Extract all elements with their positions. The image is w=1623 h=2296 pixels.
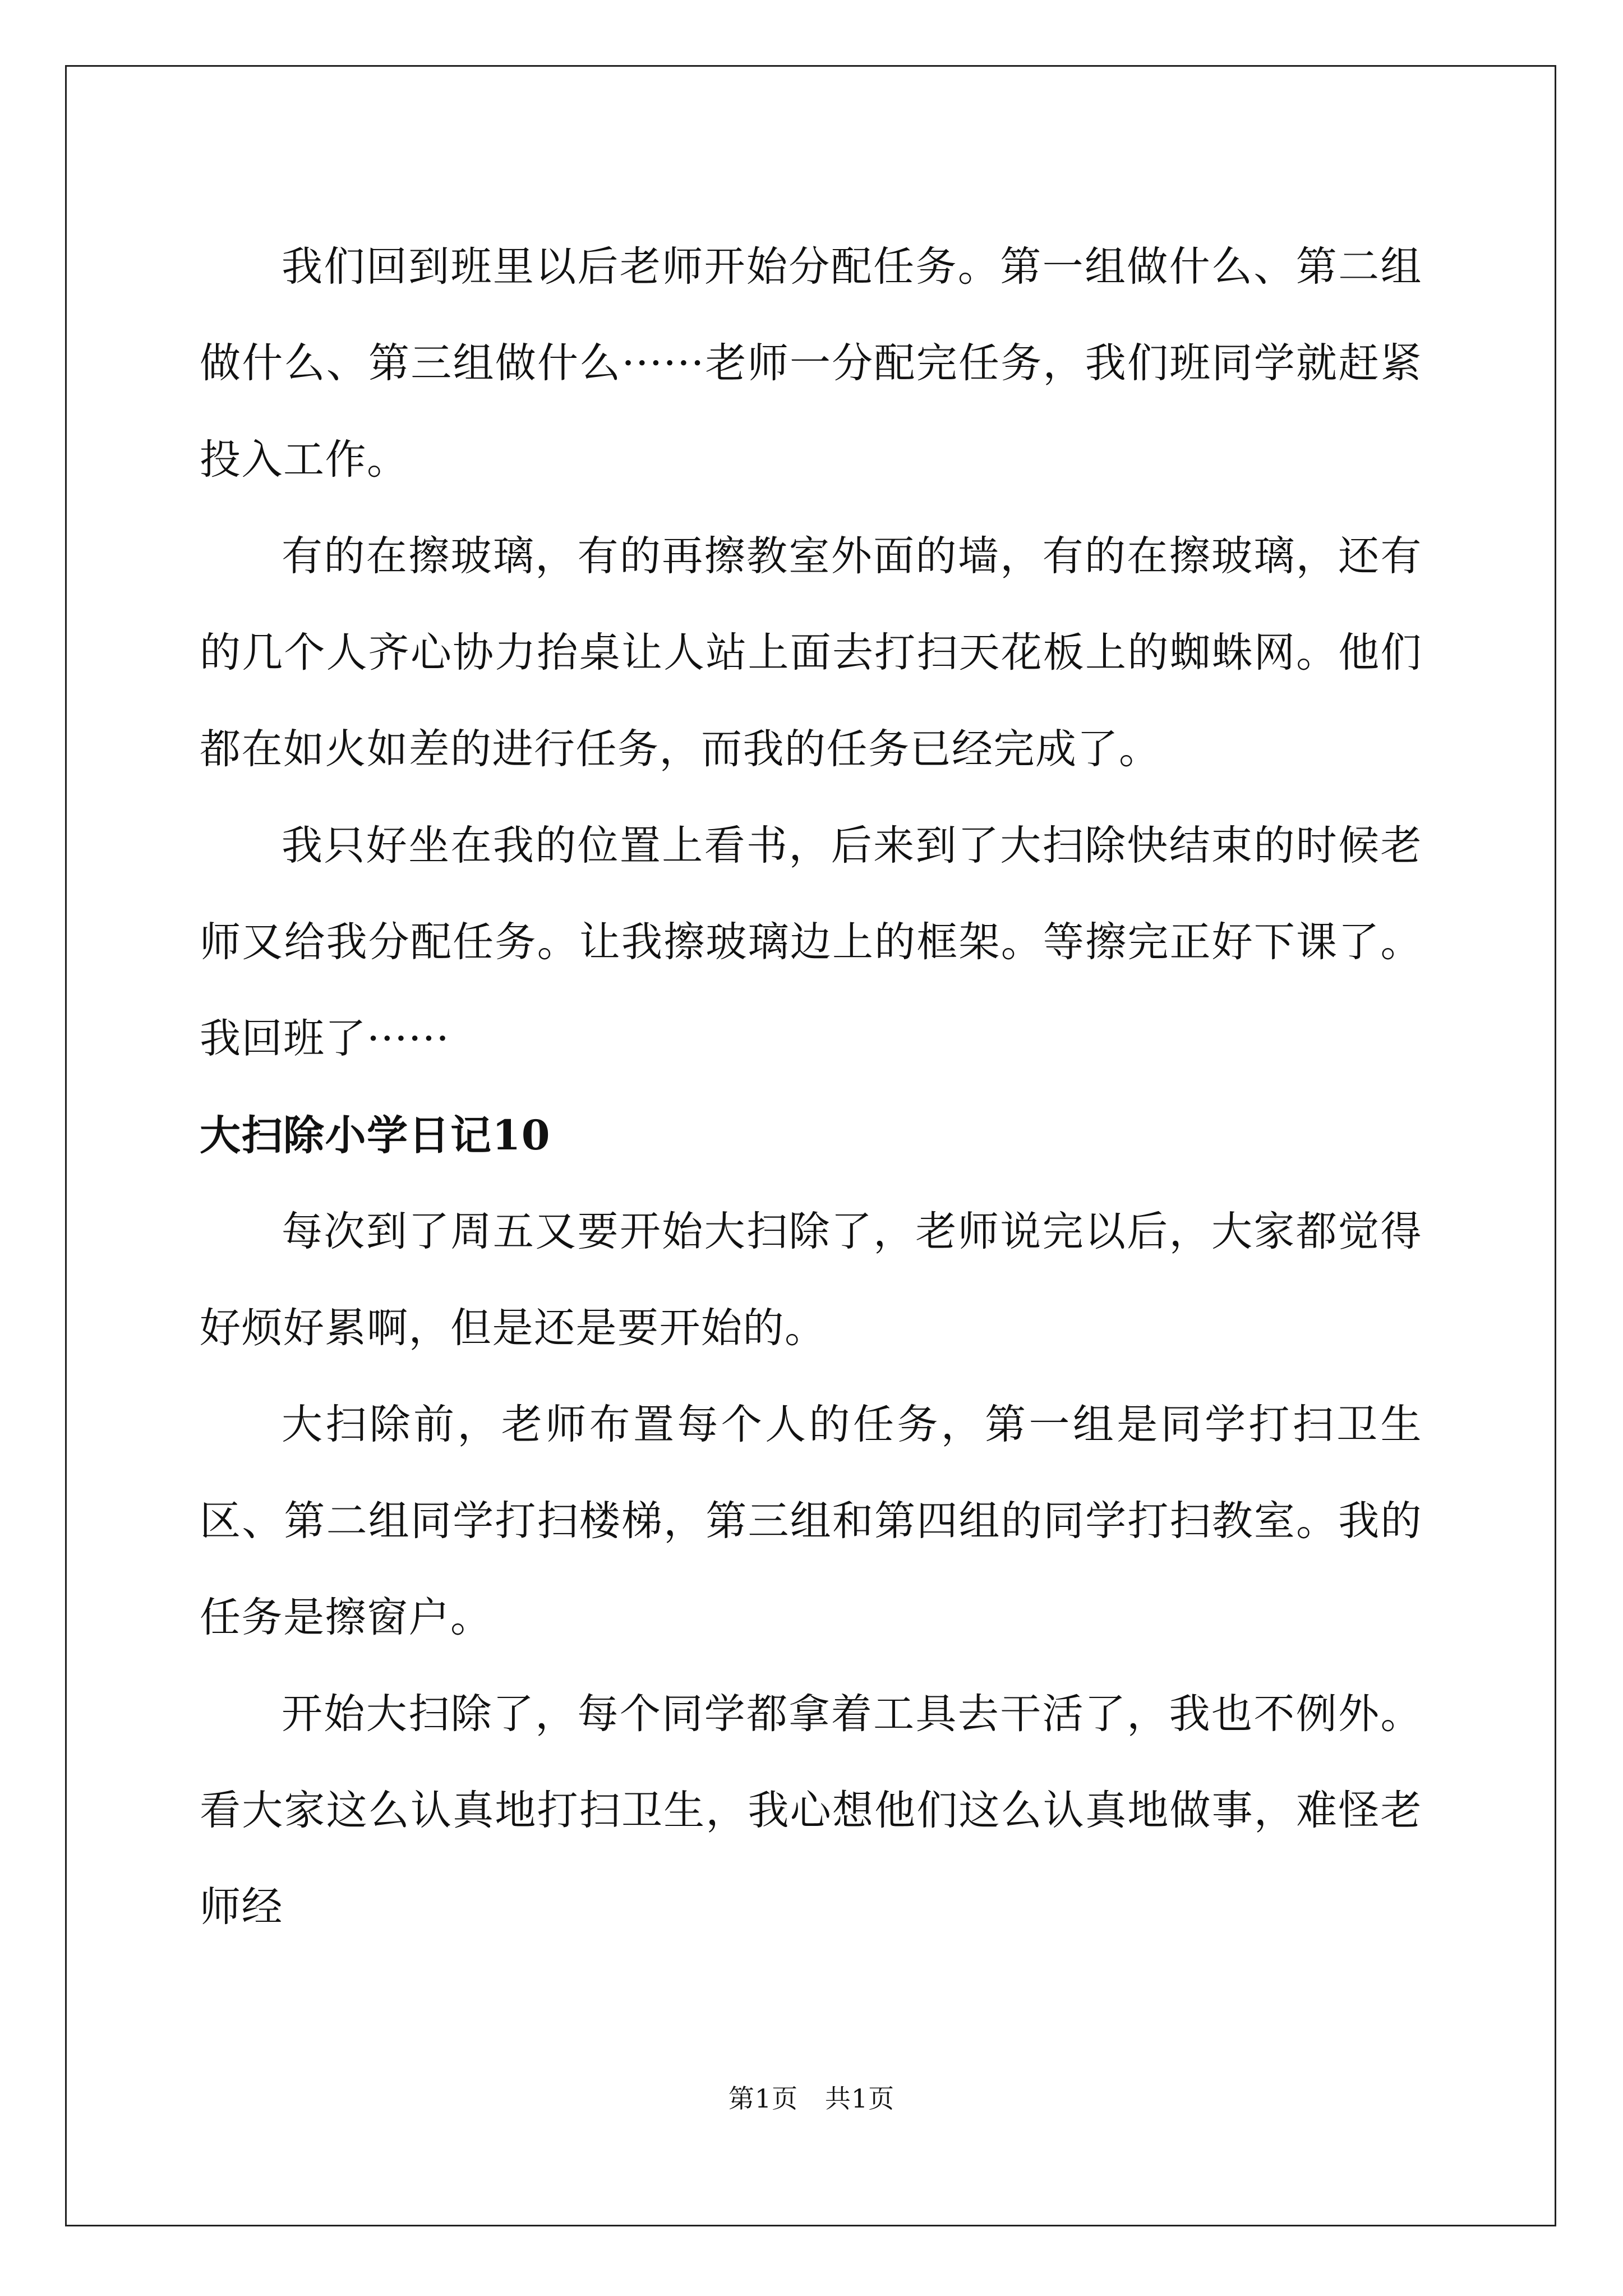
page-total: 共1页 <box>824 2083 895 2114</box>
page-footer <box>0 2078 1623 2115</box>
paragraph: 开始大扫除了，每个同学都拿着工具去干活了，我也不例外。看大家这么认真地打扫卫生，我心想他们这么认真地做事，难怪老师经 <box>200 1690 1422 1931</box>
page-number: 第1页 <box>728 2083 799 2114</box>
paragraph: 我只好坐在我的位置上看书，后来到了大扫除快结束的时候老师又给我分配任务。让我擦玻璃边上的框架。等擦完正好下课了。我回班了······ <box>200 822 1422 1062</box>
paragraph: 有的在擦玻璃，有的再擦教室外面的墙，有的在擦玻璃，还有的几个人齐心协力抬桌让人站上面去打扫天花板上的蜘蛛网。他们都在如火如差的进行任务，而我的任务已经完成了。 <box>200 532 1422 773</box>
document-body <box>200 219 1422 1955</box>
section-heading: 大扫除小学日记10 <box>200 1111 551 1159</box>
paragraph: 每次到了周五又要开始大扫除了，老师说完以后，大家都觉得好烦好累啊，但是还是要开始的。 <box>200 1208 1422 1352</box>
paragraph: 大扫除前，老师布置每个人的任务，第一组是同学打扫卫生区、第二组同学打扫楼梯，第三组和第四组的同学打扫教室。我的任务是擦窗户。 <box>200 1401 1422 1641</box>
paragraph: 我们回到班里以后老师开始分配任务。第一组做什么、第二组做什么、第三组做什么······老师一分配完任务，我们班同学就赶紧投入工作。 <box>200 243 1422 484</box>
